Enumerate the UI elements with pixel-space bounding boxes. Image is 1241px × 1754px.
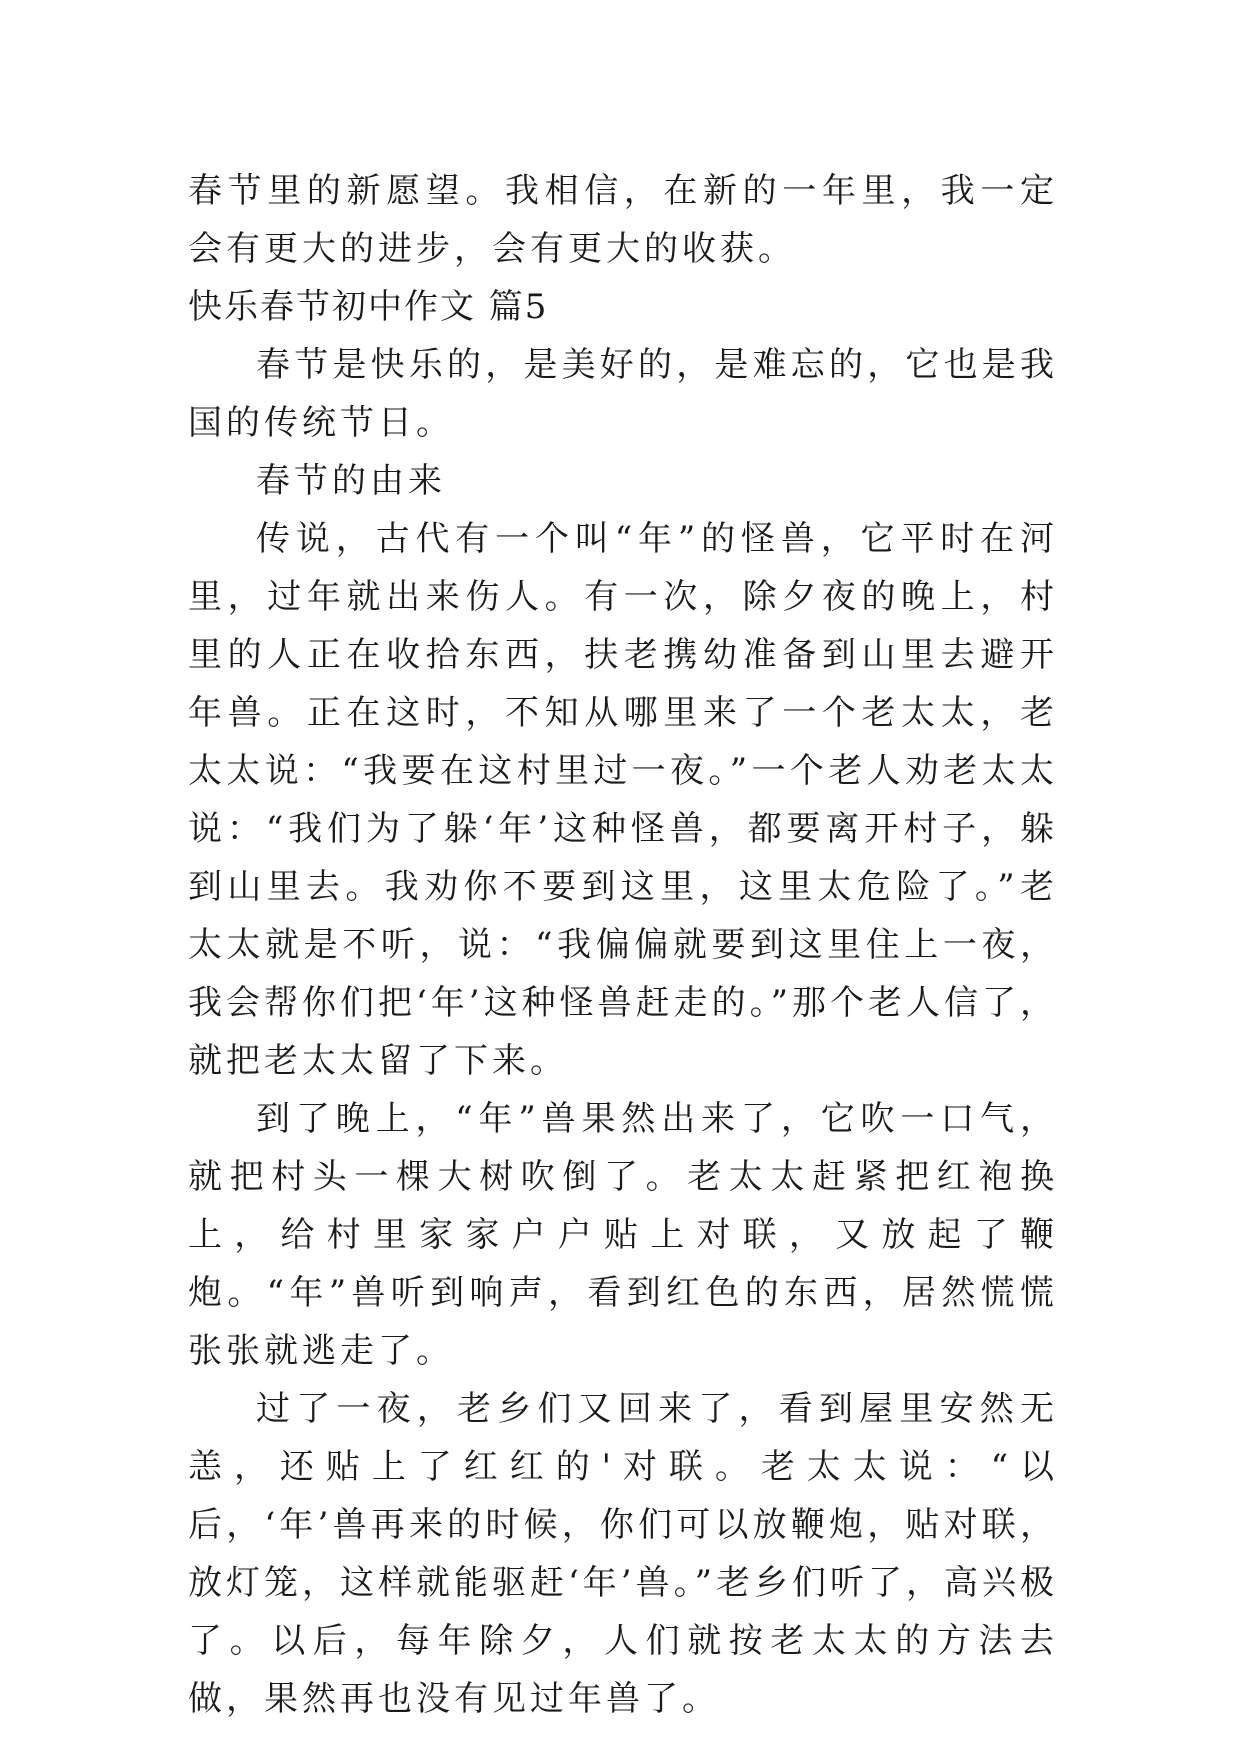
paragraph-continued: 春节里的新愿望。我相信，在新的一年里，我一定会有更大的进步，会有更大的收获。 (188, 171, 1058, 269)
paragraph-morning: 过了一夜，老乡们又回来了，看到屋里安然无恙，还贴上了红红的'对联。老太太说：“以后，‘年’兽再来的时候，你们可以放鞭炮，贴对联，放灯笼，这样就能驱赶‘年’兽。”老乡们听了，高兴极了。以后，每年除夕，人们就按老太太的方法去做，果然再也没有见过年兽了。 (188, 1389, 1058, 1719)
paragraph-night: 到了晚上，“年”兽果然出来了，它吹一口气，就把村头一棵大树吹倒了。老太太赶紧把红袍换上，给村里家家户户贴上对联，又放起了鞭炮。“年”兽听到响声，看到红色的东西，居然慌慌张张就逃走了。 (188, 1099, 1058, 1371)
essay-title: 快乐春节初中作文 篇5 (188, 287, 549, 327)
essay-text (188, 162, 1058, 1728)
paragraph-legend: 传说，古代有一个叫“年”的怪兽，它平时在河里，过年就出来伤人。有一次，除夕夜的晚上，村里的人正在收拾东西，扶老携幼准备到山里去避开年兽。正在这时，不知从哪里来了一个老太太，老太太说：“我要在这村里过一夜。”一个老人劝老太太说：“我们为了躲‘年’这种怪兽，都要离开村子，躲到山里去。我劝你不要到这里，这里太危险了。”老太太就是不听，说：“我偏偏就要到这里住上一夜，我会帮你们把‘年’这种怪兽赶走的。”那个老人信了，就把老太太留了下来。 (188, 519, 1058, 1081)
section-subheading: 春节的由来 (256, 461, 446, 501)
paragraph-intro: 春节是快乐的，是美好的，是难忘的，它也是我国的传统节日。 (188, 345, 1058, 443)
